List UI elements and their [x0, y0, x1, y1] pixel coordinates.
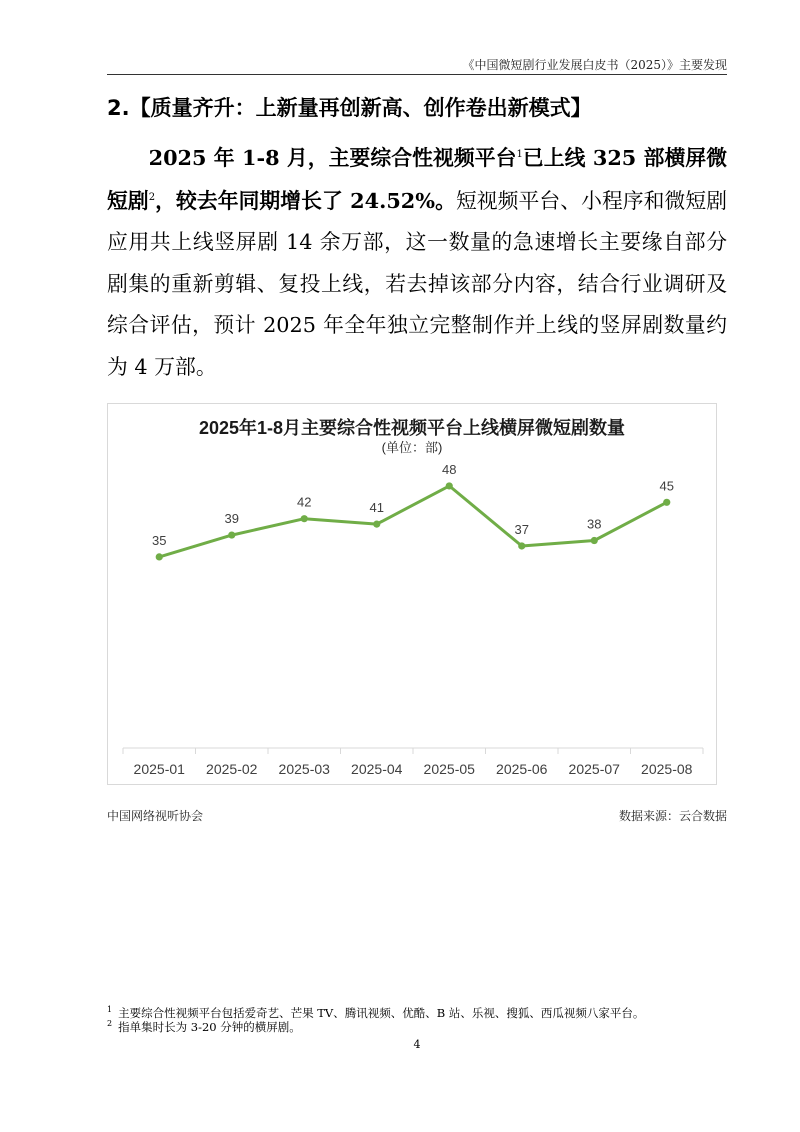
- footnote-mark-1: 1: [107, 1005, 113, 1015]
- data-point-1: [156, 553, 163, 560]
- x-tick-label-2: 2025-02: [206, 761, 258, 777]
- data-point-4: [373, 521, 380, 528]
- body-paragraph: [107, 137, 727, 388]
- footnote-text-2: 指单集时长为 3-20 分钟的横屏剧。: [118, 1020, 301, 1034]
- data-label-7: 38: [587, 516, 602, 532]
- data-label-8: 45: [659, 478, 674, 494]
- data-point-2: [228, 531, 235, 538]
- data-point-7: [591, 537, 598, 544]
- footnote-text-1: 主要综合性视频平台包括爱奇艺、芒果 TV、腾讯视频、优酷、B 站、乐视、搜狐、西瓜视频八家平台。: [118, 1006, 645, 1020]
- chart-title: 2025年1-8月主要综合性视频平台上线横屏微短剧数量: [198, 418, 626, 438]
- data-point-6: [518, 542, 525, 549]
- data-label-4: 41: [369, 500, 384, 516]
- data-label-1: 35: [152, 532, 167, 548]
- x-tick-label-5: 2025-05: [423, 761, 475, 777]
- x-tick-label-7: 2025-07: [568, 761, 620, 777]
- data-point-3: [301, 515, 308, 522]
- footnote-1: [107, 1006, 727, 1020]
- data-label-5: 48: [442, 461, 457, 477]
- running-header: 《中国微短剧行业发展白皮书（2025）》主要发现: [462, 58, 727, 72]
- x-tick-label-6: 2025-06: [496, 761, 548, 777]
- figure-credit: 中国网络视听协会: [107, 809, 204, 823]
- bold-text-1: 2025 年 1-8 月，主要综合性视频平台: [148, 145, 517, 170]
- header-divider: [107, 74, 727, 75]
- data-label-2: 39: [224, 511, 239, 527]
- footnote-ref-1: 1: [516, 149, 523, 161]
- x-tick-label-1: 2025-01: [133, 761, 185, 777]
- line-chart: [107, 403, 717, 785]
- x-tick-label-4: 2025-04: [351, 761, 403, 777]
- data-label-6: 37: [514, 521, 529, 537]
- page-number: 4: [413, 1038, 421, 1051]
- data-point-5: [446, 482, 453, 489]
- data-point-8: [663, 499, 670, 506]
- x-tick-label-3: 2025-03: [278, 761, 330, 777]
- footnote-ref-2: 2: [148, 191, 156, 203]
- section-heading: 2.【质量齐升：上新量再创新高、创作卷出新模式】: [107, 96, 592, 120]
- x-tick-label-8: 2025-08: [641, 761, 693, 777]
- footnote-mark-2: 2: [107, 1019, 113, 1029]
- bold-text-2: 已上线 325 部横屏微短剧: [107, 145, 727, 213]
- data-label-3: 42: [297, 494, 312, 510]
- figure-source: 数据来源：云合数据: [618, 809, 727, 823]
- chart-subtitle: (单位：部): [381, 440, 443, 455]
- footnote-2: [107, 1020, 727, 1034]
- footnotes: [107, 1006, 727, 1034]
- bold-text-3: ，较去年同期增长了 24.52%。: [155, 187, 456, 213]
- body-text: 短视频平台、小程序和微短剧应用共上线竖屏剧 14 余万部，这一数量的急速增长主要缘自部分剧集的重新剪辑、复投上线，若去掉该部分内容，结合行业调研及综合评估，预计 2025 年全年独立完整制作并上线的竖屏剧数量约为 4 万部。: [107, 188, 728, 379]
- chart-canvas: [108, 404, 716, 784]
